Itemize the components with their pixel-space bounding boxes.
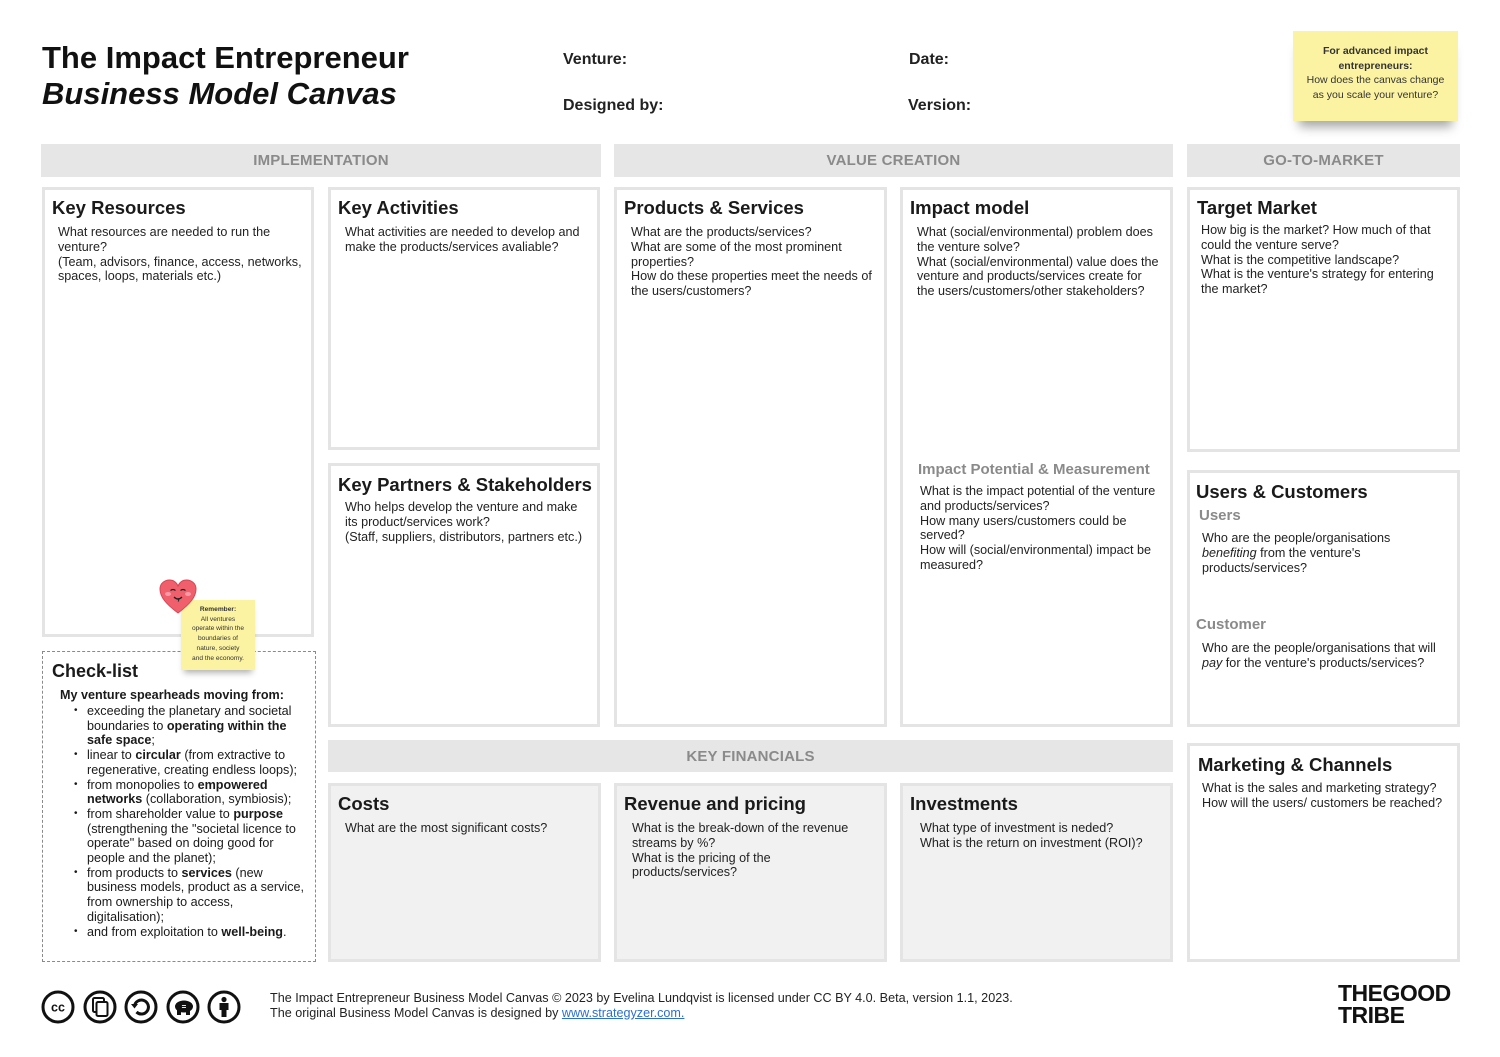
checklist-item: • exceeding the planetary and societal boundaries to operating within the safe space; xyxy=(74,704,310,748)
canvas-title: The Impact Entrepreneur xyxy=(42,40,409,75)
customer-subtitle: Customer xyxy=(1196,616,1267,633)
checklist-items xyxy=(74,704,310,939)
impact-potential-title: Impact Potential & Measurement xyxy=(918,461,1150,478)
section-implementation: IMPLEMENTATION xyxy=(41,144,601,177)
non-commercial-icon-label: = xyxy=(181,1002,187,1012)
section-key-financials: KEY FINANCIALS xyxy=(328,740,1173,772)
key-activities-title: Key Activities xyxy=(338,197,459,218)
target-market-questions: How big is the market? How much of that could the venture serve? What is the competitive landscape? What is the venture's strategy for entering the market? xyxy=(1201,223,1434,297)
checklist-item: • from shareholder value to purpose (strengthening the "societal licence to operate" based on doing good for people and the planet); xyxy=(74,807,310,866)
non-commercial-icon xyxy=(166,990,200,1024)
checklist-title: Check-list xyxy=(52,661,139,681)
key-resources-title: Key Resources xyxy=(52,197,186,218)
customer-questions: Who are the people/organisations that will pay for the venture's products/services? xyxy=(1202,641,1436,670)
checklist-item: • from products to services (new business models, product as a service, from ownership to access, digitalisation); xyxy=(74,866,310,925)
users-subtitle: Users xyxy=(1199,507,1241,524)
users-customers-title: Users & Customers xyxy=(1196,481,1368,502)
key-partners-title: Key Partners & Stakeholders xyxy=(338,474,592,495)
copy-icon xyxy=(83,990,117,1024)
revenue-pricing-questions: What is the break-down of the revenue streams by %? What is the pricing of the products/services? xyxy=(632,821,849,880)
the-good-tribe-logo: THEGOOD TRIBE xyxy=(1338,980,1451,1028)
impact-model-title: Impact model xyxy=(910,197,1030,218)
checklist-item: • and from exploitation to well-being. xyxy=(74,925,310,940)
key-activities-questions: What activities are needed to develop and make the products/services avaliable? xyxy=(345,225,580,254)
impact-potential-questions: What is the impact potential of the venture and products/services? How many users/customers could be served? How will (social/environmental) impact be measured? xyxy=(920,484,1156,572)
section-value-creation: VALUE CREATION xyxy=(614,144,1173,177)
section-go-to-market: GO-TO-MARKET xyxy=(1187,144,1460,177)
date-label: Date: xyxy=(909,51,950,68)
version-label: Version: xyxy=(908,97,972,114)
investments-title: Investments xyxy=(910,793,1018,814)
costs-questions: What are the most significant costs? xyxy=(345,821,548,835)
advanced-sticky-note xyxy=(1293,31,1458,121)
license-text: The Impact Entrepreneur Business Model Canvas © 2023 by Evelina Lundqvist is licensed under CC BY 4.0. Beta, version 1.1, 2023. The original Business Model Canvas is designed by www.strategyzer.com. xyxy=(270,991,1013,1020)
users-questions: Who are the people/organisations benefiting from the venture's products/services? xyxy=(1202,531,1391,575)
share-alike-icon xyxy=(124,990,158,1024)
canvas-subtitle: Business Model Canvas xyxy=(42,76,397,111)
checklist-intro: My venture spearheads moving from: xyxy=(60,688,284,702)
target-market-title: Target Market xyxy=(1197,197,1317,218)
key-partners-questions: Who helps develop the venture and make its product/services work? (Staff, suppliers, distributors, partners etc.) xyxy=(345,500,583,544)
investments-questions: What type of investment is neded? What is the return on investment (ROI)? xyxy=(920,821,1143,850)
checklist-item: • linear to circular (from extractive to regenerative, creating endless loops); xyxy=(74,748,310,777)
impact-model-questions: What (social/environmental) problem does the venture solve? What (social/environmental) value does the venture and products/services create for the users/customers/other stakeholders? xyxy=(917,225,1159,299)
costs-title: Costs xyxy=(338,793,390,814)
heart-icon xyxy=(158,579,198,615)
marketing-channels-title: Marketing & Channels xyxy=(1198,754,1393,775)
revenue-pricing-title: Revenue and pricing xyxy=(624,793,806,814)
attribution-icon xyxy=(207,990,241,1024)
venture-label: Venture: xyxy=(563,51,628,68)
reminder-sticky-note: Remember: All ventures operate within the boundaries of nature, society and the economy. xyxy=(181,600,255,670)
sticky-note-heading: For advanced impact entrepreneurs: xyxy=(1322,45,1429,72)
cc-icon-label: cc xyxy=(51,1000,65,1015)
products-services-title: Products & Services xyxy=(624,197,804,218)
key-resources-questions: What resources are needed to run the venture? (Team, advisors, finance, access, networks, spaces, loops, materials etc.) xyxy=(58,225,302,284)
strategyzer-link[interactable]: www.strategyzer.com. xyxy=(561,1006,685,1020)
cc-icon xyxy=(41,990,75,1024)
designed-by-label: Designed by: xyxy=(563,97,664,114)
checklist-item: • from monopolies to empowered networks (collaboration, symbiosis); xyxy=(74,778,310,807)
sticky-note-text: How does the canvas change as you scale your venture? xyxy=(1306,74,1445,101)
marketing-channels-questions: What is the sales and marketing strategy? How will the users/ customers be reached? xyxy=(1202,781,1443,810)
products-services-questions: What are the products/services? What are some of the most prominent properties? How do these properties meet the needs of the users/customers? xyxy=(631,225,872,299)
